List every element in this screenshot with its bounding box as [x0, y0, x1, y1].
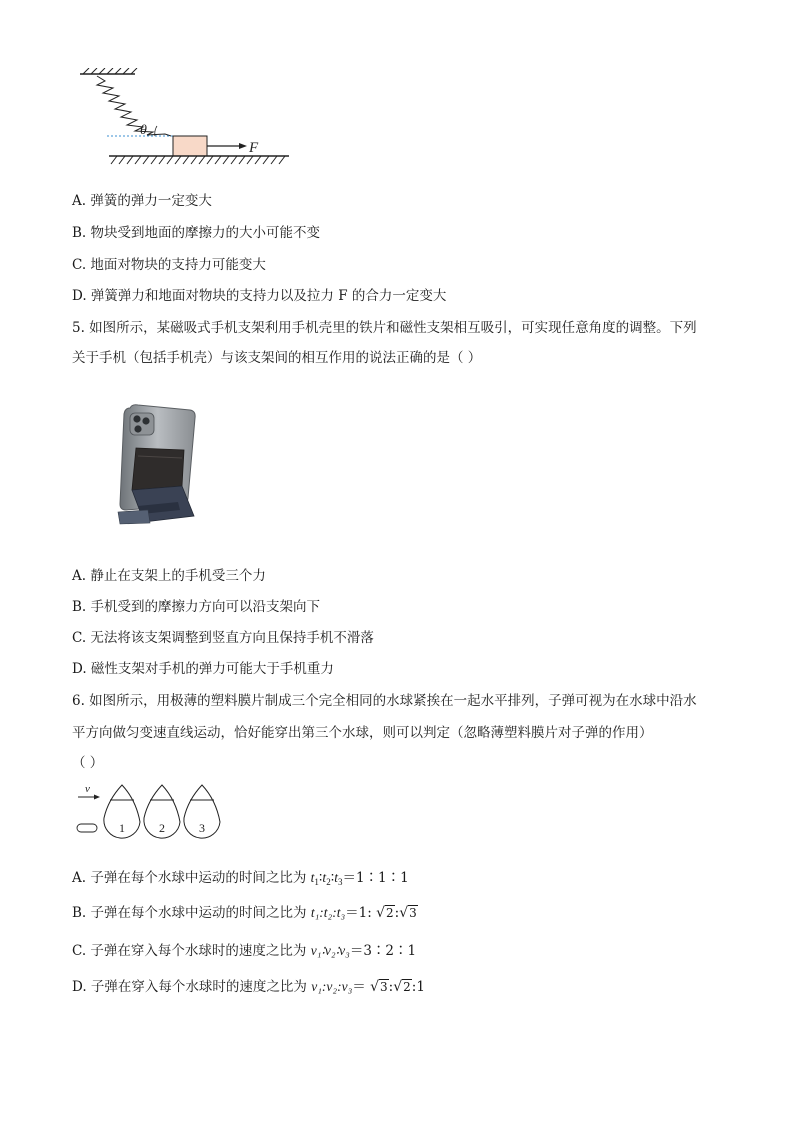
sqrt-2: √2: [376, 905, 394, 921]
q5-option-a: A. 静止在支架上的手机受三个力: [72, 568, 266, 584]
q6-option-c-prefix: C. 子弹在穿入每个水球时的速度之比为: [72, 943, 307, 959]
sqrt-3: √3: [399, 905, 417, 921]
q6-option-d-prefix: D. 子弹在穿入每个水球时的速度之比为: [72, 979, 307, 995]
q6-stem-line2: 平方向做匀变速直线运动，恰好能穿出第三个水球，则可以判定（忽略薄塑料膜片对子弹的作用）: [72, 725, 653, 741]
q6-option-d-expr: v₁:v₂:v₃: [311, 979, 353, 994]
q5-option-b: B. 手机受到的摩擦力方向可以沿支架向下: [72, 599, 321, 615]
q5-option-d: D. 磁性支架对手机的弹力可能大于手机重力: [72, 661, 334, 677]
sqrt-2-d-value: 2: [403, 980, 411, 994]
q5-stem-line2: 关于手机（包括手机壳）与该支架间的相互作用的说法正确的是（ ）: [72, 350, 482, 366]
t2-symbol: t: [322, 870, 327, 885]
sqrt-2-value: 2: [386, 906, 394, 920]
q4-option-a: A. 弹簧的弹力一定变大: [72, 193, 212, 209]
q4-option-d: D. 弹簧弹力和地面对物块的支持力以及拉力 F 的合力一定变大: [72, 288, 447, 304]
q6-option-c-expr: v₁∶v₂∶v₃: [310, 943, 350, 958]
ball-2-label: 2: [159, 821, 165, 835]
sqrt-3-d: √3: [370, 979, 388, 995]
ball-1-label: 1: [119, 821, 125, 835]
sqrt-3-d-value: 3: [380, 980, 388, 994]
q6-option-a: [72, 869, 409, 891]
force-label: F: [249, 140, 259, 156]
q6-option-d-tail: :1: [411, 979, 425, 995]
q6-option-b: [72, 904, 418, 922]
velocity-label: v: [85, 783, 90, 795]
q6-option-d: [72, 978, 425, 996]
sqrt-3-value: 3: [409, 906, 417, 920]
q4-option-b: B. 物块受到地面的摩擦力的大小可能不变: [72, 225, 321, 241]
t3-symbol: t: [334, 870, 338, 885]
q6-option-b-eq: ＝1:: [345, 905, 372, 921]
spring-block-figure: [75, 68, 305, 176]
t3-sub: 3: [337, 877, 343, 887]
q6-option-b-prefix: B. 子弹在每个水球中运动的时间之比为: [72, 905, 307, 921]
q6-option-a-ratio: ＝1∶1∶1: [342, 870, 409, 886]
q6-option-b-colon: :: [394, 905, 400, 921]
sqrt-2-d: √2: [393, 979, 411, 995]
phone-stand-image: [108, 402, 204, 526]
t1-symbol: t: [310, 870, 315, 885]
q6-option-c: [72, 942, 416, 960]
q5-stem-line1: 5. 如图所示，某磁吸式手机支架利用手机壳里的铁片和磁性支架相互吸引，可实现任意角度的调整。下列: [72, 320, 697, 336]
t1-sub: 1: [314, 877, 319, 887]
colon-2: ∶: [330, 870, 335, 886]
ball-3-label: 3: [199, 821, 205, 835]
q6-option-c-ratio: ＝3∶2∶1: [349, 943, 417, 959]
q6-option-a-prefix: A. 子弹在每个水球中运动的时间之比为: [72, 870, 307, 886]
q6-option-d-eq: ＝: [352, 979, 366, 995]
water-balls-figure: [72, 780, 232, 860]
t2-sub: 2: [326, 877, 331, 887]
q4-option-c: C. 地面对物块的支持力可能变大: [72, 257, 266, 273]
colon-1: ∶: [318, 870, 323, 886]
q6-option-d-colon: :: [388, 979, 394, 995]
q6-stem-line3: （ ）: [72, 755, 104, 771]
q5-option-c: C. 无法将该支架调整到竖直方向且保持手机不滑落: [72, 630, 374, 646]
q6-option-b-expr: t₁:t₂:t₃: [310, 905, 346, 920]
theta-label: θ: [140, 123, 147, 138]
q6-stem-line1: 6. 如图所示，用极薄的塑料膜片制成三个完全相同的水球紧挨在一起水平排列，子弹可视为在水球中沿水: [72, 693, 697, 709]
